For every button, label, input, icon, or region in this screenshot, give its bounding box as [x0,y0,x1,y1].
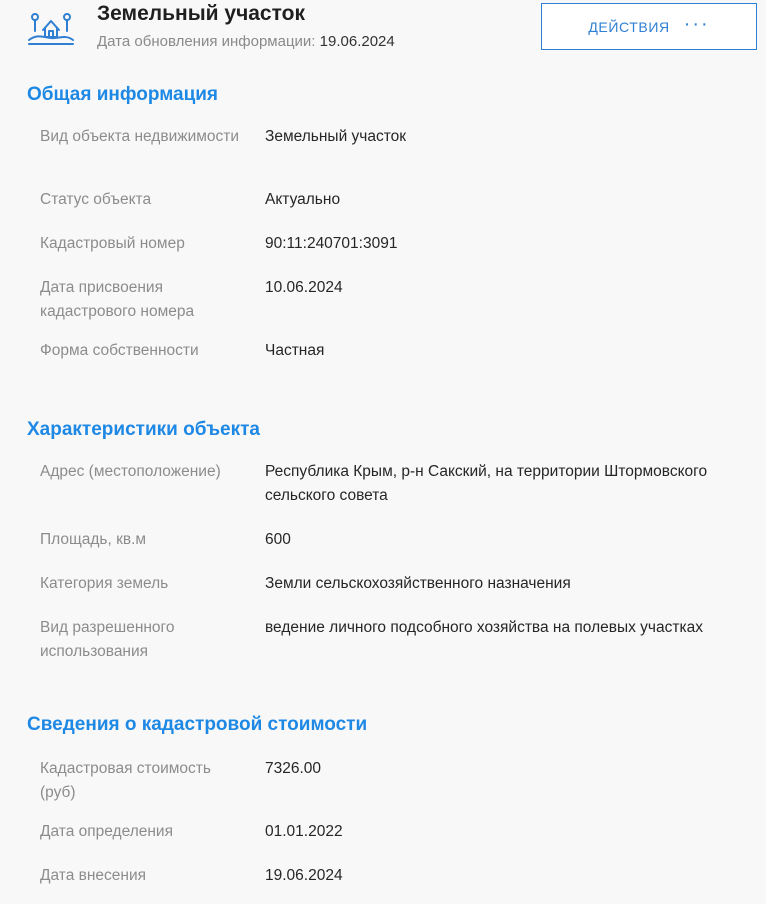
land-plot-icon [27,10,75,46]
row-value: 7326.00 [265,760,322,777]
row-value: 600 [265,531,291,548]
row-label: Кадастровая стоимость (руб) [40,760,211,801]
row-label: Вид разрешенного использования [40,619,175,660]
update-date-value: 19.06.2024 [319,33,395,50]
row-label: Статус объекта [40,191,152,208]
row-label: Дата присвоения кадастрового номера [40,279,195,320]
more-dots-icon: ··· [683,12,710,35]
actions-button-label: ДЕЙСТВИЯ [588,18,670,35]
section-title: Сведения о кадастровой стоимости [27,714,368,735]
row-value: ведение личного подсобного хозяйства на полевых участках [265,619,703,636]
row-value: Земельный участок [265,128,407,145]
section-title: Характеристики объекта [27,419,260,440]
row-label: Дата внесения [40,867,147,884]
row-label: Дата определения [40,823,173,840]
row-value: 10.06.2024 [265,279,343,296]
update-date-line [97,33,395,50]
row-label: Форма собственности [40,342,199,359]
page-title: Земельный участок [97,2,305,25]
row-label: Адрес (местоположение) [40,463,221,480]
row-value: Республика Крым, р-н Сакский, на территории Штормовского сельского совета [265,463,708,504]
row-label: Кадастровый номер [40,235,185,252]
row-value: 90:11:240701:3091 [265,235,398,252]
page-header [0,0,766,72]
row-value: 01.01.2022 [265,823,343,840]
row-label: Вид объекта недвижимости [40,128,240,145]
row-value: 19.06.2024 [265,867,343,884]
row-value: Земли сельскохозяйственного назначения [265,575,571,592]
section-title: Общая информация [27,84,219,105]
row-value: Актуально [265,191,341,208]
row-label: Площадь, кв.м [40,531,147,548]
row-label: Категория земель [40,575,169,592]
row-value: Частная [265,342,325,359]
update-date-label: Дата обновления информации: [97,33,316,50]
actions-button[interactable] [541,3,757,50]
